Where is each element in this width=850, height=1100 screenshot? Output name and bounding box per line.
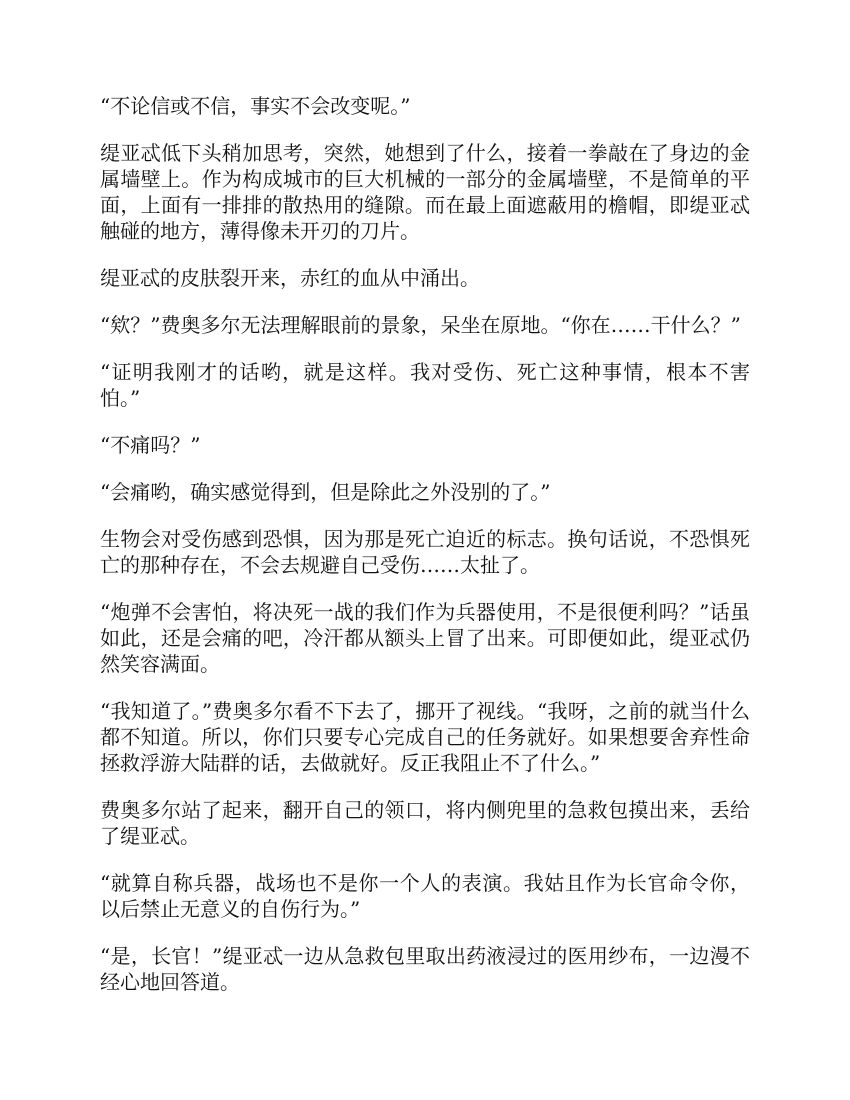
paragraph-6: “不痛吗？” (100, 433, 201, 457)
paragraph-9: “炮弹不会害怕，将决死一战的我们作为兵器使用，不是很便利吗？”话虽如此，还是会痛的吧，冷汗都从额头上冒了出来。可即便如此，缇亚忒仍然笑容满面。 (100, 600, 750, 676)
paragraph-8: 生物会对受伤感到恐惧，因为那是死亡迫近的标志。换句话说，不恐惧死亡的那种存在，不会去规避自己受伤……太扯了。 (100, 527, 750, 577)
paragraph-5: “证明我刚才的话哟，就是这样。我对受伤、死亡这种事情，根本不害怕。” (100, 360, 750, 410)
paragraph-13: “是，长官！”缇亚忒一边从急救包里取出药液浸过的医用纱布，一边漫不经心地回答道。 (100, 944, 750, 994)
document-page (100, 93, 750, 1016)
paragraph-3: 缇亚忒的皮肤裂开来，赤红的血从中涌出。 (100, 266, 480, 290)
paragraph-7: “会痛哟，确实感觉得到，但是除此之外没别的了。” (100, 480, 551, 504)
paragraph-4: “欸？”费奥多尔无法理解眼前的景象，呆坐在原地。“你在……干什么？” (100, 313, 741, 337)
paragraph-12: “就算自称兵器，战场也不是你一个人的表演。我姑且作为长官命令你，以后禁止无意义的自伤行为。” (100, 871, 750, 921)
paragraph-10: “我知道了。”费奥多尔看不下去了，挪开了视线。“我呀，之前的就当什么都不知道。所以，你们只要专心完成自己的任务就好。如果想要舍弃性命拯救浮游大陆群的话，去做就好。反正我阻止不了什么。” (100, 699, 750, 775)
paragraph-1: “不论信或不信，事实不会改变呢。” (100, 94, 411, 118)
paragraph-11: 费奥多尔站了起来，翻开自己的领口，将内侧兜里的急救包摸出来，丢给了缇亚忒。 (100, 798, 750, 848)
paragraph-2: 缇亚忒低下头稍加思考，突然，她想到了什么，接着一拳敲在了身边的金属墙壁上。作为构成城市的巨大机械的一部分的金属墙壁，不是简单的平面，上面有一排排的散热用的缝隙。而在最上面遮蔽用的檐帽，即缇亚忒触碰的地方，薄得像未开刃的刀片。 (100, 141, 750, 243)
